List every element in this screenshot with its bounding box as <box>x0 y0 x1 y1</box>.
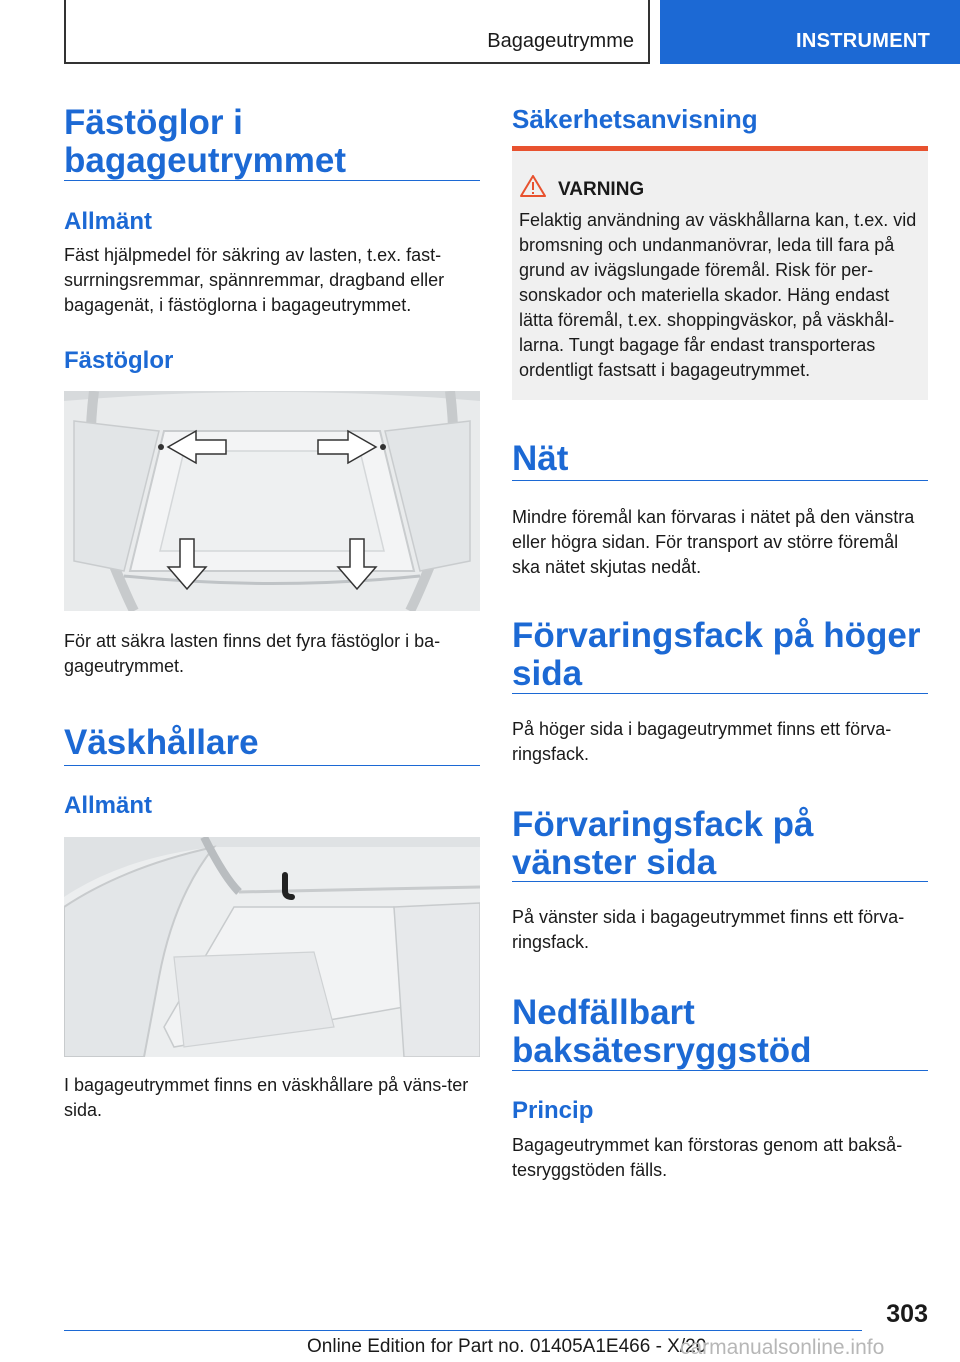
subheading-sakerhetsanvisning: Säkerhetsanvisning <box>512 104 758 134</box>
watermark: carmanualsonline.info <box>680 1336 885 1359</box>
subheading-allmant-vaskhallare: Allmänt <box>64 792 153 819</box>
paragraph-hoger: På höger sida i bagageutrymmet finns ett förva-ringsfack. <box>512 719 892 764</box>
warning-text: Felaktig användning av väskhållarna kan, t.ex. vid bromsning och undanmanövrar, leda till fara på grund av ivägslungade föremål. Risk för per-sonskador och materiella skador. Häng endast lätta föremål, t.ex. shoppingväskor, på väskhål-larna. Tungt bagage får endast transporteras ordentligt fastsatt i bagageutrymmet. <box>519 210 917 380</box>
heading-vaskhallare: Väskhållare <box>64 723 259 762</box>
bag-hook-illustration <box>64 837 480 1057</box>
warning-box <box>512 146 928 400</box>
heading-rule <box>512 1070 928 1071</box>
heading-nat: Nät <box>512 439 569 478</box>
paragraph-fastoglor: För att säkra lasten finns det fyra fästöglor i ba-gageutrymmet. <box>64 631 441 676</box>
header-box <box>64 0 650 64</box>
footer-edition: Online Edition for Part no. 01405A1E466 - X/20 <box>307 1336 707 1357</box>
subheading-princip: Princip <box>512 1097 594 1124</box>
page-number: 303 <box>886 1300 928 1328</box>
paragraph-princip: Bagageutrymmet kan förstoras genom att bakså-tesryggstöden fälls. <box>512 1135 903 1180</box>
paragraph-vanster: På vänster sida i bagageutrymmet finns ett förva-ringsfack. <box>512 907 905 952</box>
footer-rule <box>64 1330 862 1331</box>
heading-nedfallbart: Nedfällbart baksätesryggstöd <box>512 993 812 1070</box>
paragraph-vaskhallare: I bagageutrymmet finns en väskhållare på väns-ter sida. <box>64 1075 469 1120</box>
heading-rule <box>512 480 928 481</box>
subheading-fastoglor: Fästöglor <box>64 347 174 374</box>
heading-forvaringsfack-vanster: Förvaringsfack på vänster sida <box>512 805 814 882</box>
header-tab-instrument[interactable]: INSTRUMENT <box>660 0 960 64</box>
paragraph-allmant: Fäst hjälpmedel för säkring av lasten, t.ex. fast-surrningsremmar, spännremmar, dragband eller bagagenät, i fästöglorna i bagageutrymmet. <box>64 245 445 315</box>
heading-rule <box>64 180 480 181</box>
warning-triangle-icon <box>520 175 546 197</box>
heading-rule <box>512 693 928 694</box>
subheading-allmant: Allmänt <box>64 208 153 235</box>
header-section-title: Bagageutrymme <box>487 30 634 52</box>
heading-rule <box>512 881 928 882</box>
heading-forvaringsfack-hoger: Förvaringsfack på höger sida <box>512 616 921 693</box>
paragraph-nat: Mindre föremål kan förvaras i nätet på den vänstra eller högra sidan. För transport av större föremål ska nätet skjutas nedåt. <box>512 507 915 577</box>
trunk-eyelets-illustration <box>64 391 480 611</box>
heading-fastoglor-bagageutrymmet: Fästöglor i bagageutrymmet <box>64 103 347 180</box>
warning-title: VARNING <box>558 179 645 200</box>
heading-rule <box>64 765 480 766</box>
